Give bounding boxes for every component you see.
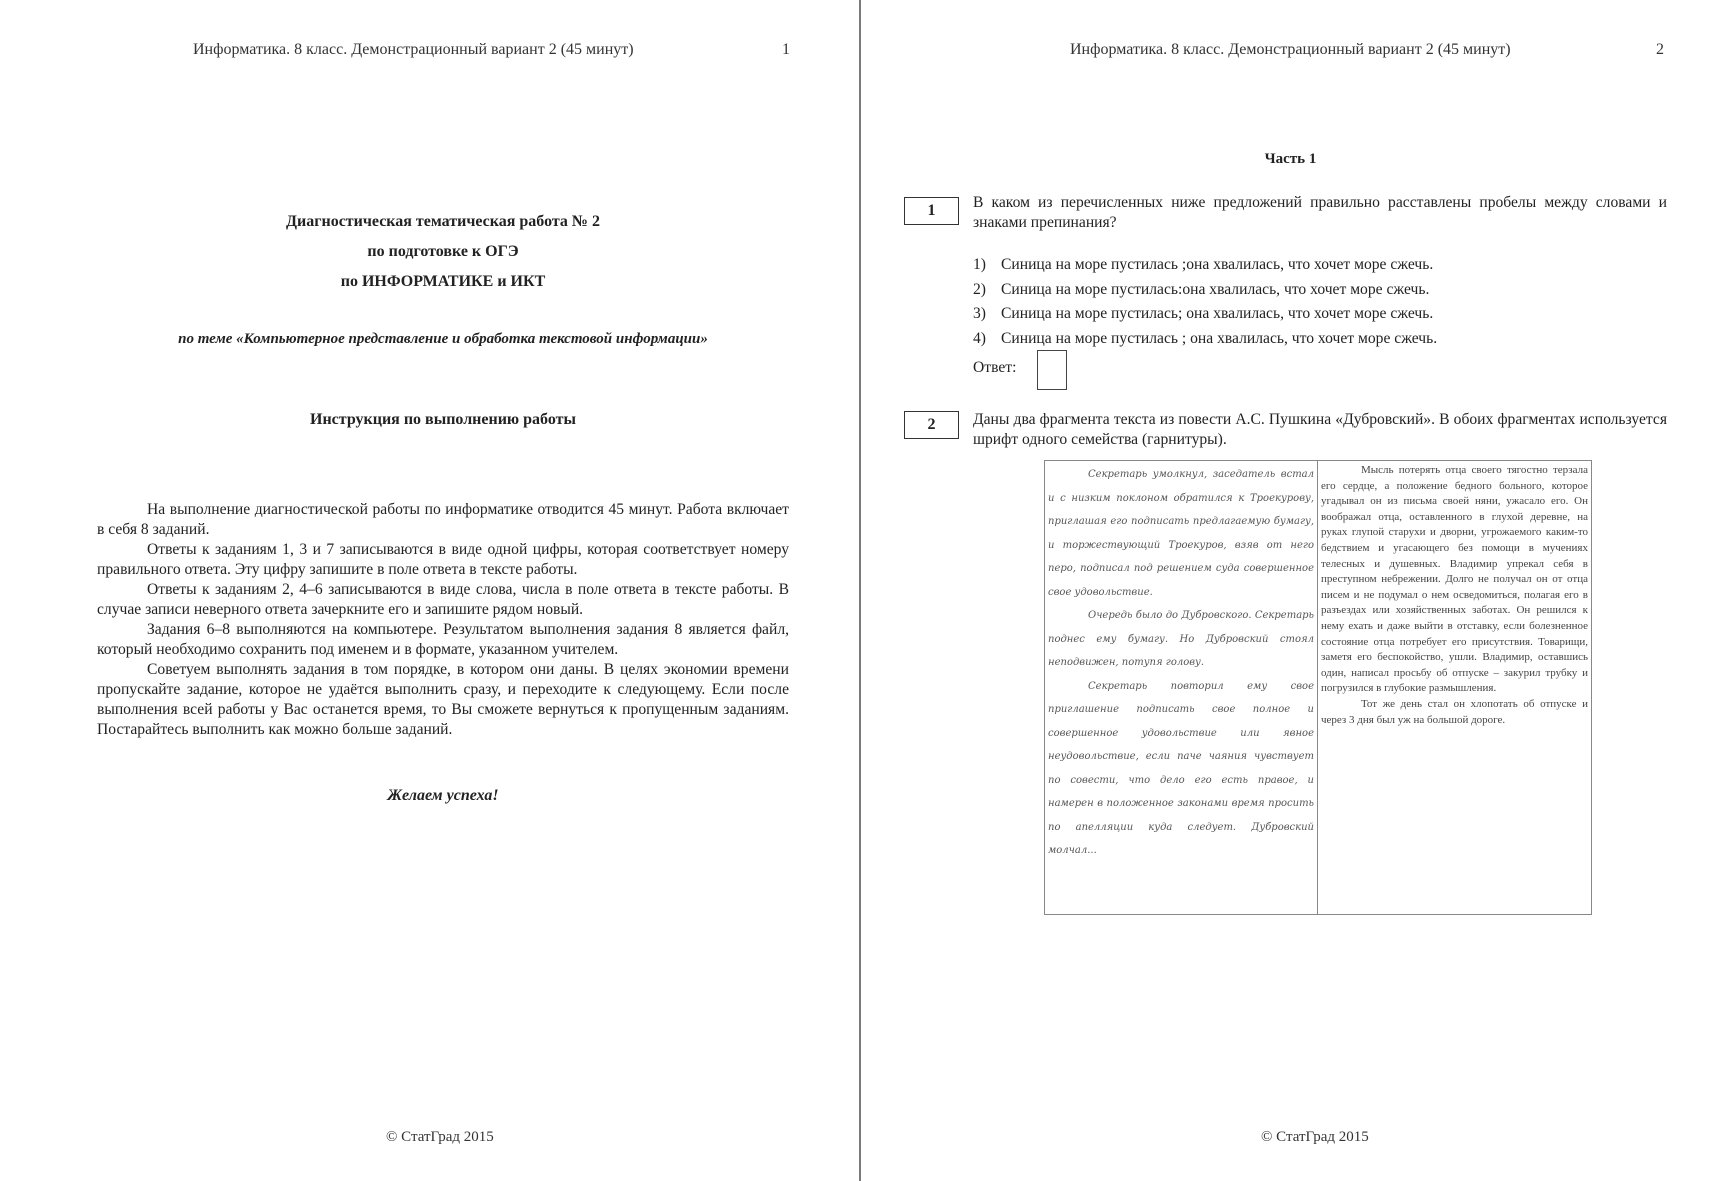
fragment-right xyxy=(1318,461,1591,914)
option-number: 4) xyxy=(973,329,986,347)
task-1-options xyxy=(973,253,1633,351)
option-3[interactable] xyxy=(973,302,1633,327)
option-text: Синица на море пустилась:она хвалилась, что хочет море сжечь. xyxy=(1001,280,1430,298)
page-2 xyxy=(861,0,1720,1181)
fragment-paragraph: Секретарь повторил ему свое приглашение подписать свое полное и совершенное удовольствие или явное неудовольствие, если паче чаяния чувствует по совести, что дело его есть правое, и намерен в положенное законами время просить по апелляции куда следует. Дубровский молчал... xyxy=(1048,680,1314,856)
answer-label: Ответ: xyxy=(973,359,1017,376)
task-2-question: Даны два фрагмента текста из повести А.С. Пушкина «Дубровский». В обоих фрагментах используется шрифт одного семейства (гарнитуры). xyxy=(973,411,1667,448)
instructions-heading: Инструкция по выполнению работы xyxy=(310,411,576,428)
option-number: 1) xyxy=(973,256,986,273)
fragment-paragraph: Мысль потерять отца своего тягостно терзала его сердце, а положение бедного больного, которое угадывал он из письма своей няни, ужасало его. Он воображал отца, оставленного в глухой деревне, на руках глупой старухи и дворни, угрожаемого каким-то бедствием и угасающего без помощи в мучениях телесных и душевных. Владимир упрекал себя в преступном небрежении. Долго не получал он от отца писем и не подумал о нем осведомиться, полагая его в разъездах или хозяйственных заботах. Он решился к нему ехать и даже выйти в отставку, если болезненное состояние отца потребует его присутствия. Товарищи, заметя его беспокойство, ушли. Владимир, оставшись один, написал просьбу об отпуске – закурил трубку и погрузился в глубокие размышления. xyxy=(1321,464,1588,695)
topic: по теме «Компьютерное представление и обработка текстовой информации» xyxy=(178,331,708,347)
option-2[interactable] xyxy=(973,278,1633,303)
footer-copyright: © СтатГрад 2015 xyxy=(386,1129,494,1145)
option-4[interactable] xyxy=(973,327,1633,352)
fragment-paragraph: Очередь было до Дубровского. Секретарь поднес ему бумагу. Но Дубровский стоял неподвижен, потупя голову. xyxy=(1048,610,1314,668)
text-fragments-table xyxy=(1044,460,1592,915)
paragraph: Советуем выполнять задания в том порядке, в котором они даны. В целях экономии времени пропускайте задание, которое не удаётся выполнить сразу, и переходите к следующему. Если после выполнения всей работы у Вас останется время, то Вы сможете вернуться к пропущенным заданиям. Постарайтесь выполнить как можно больше заданий. xyxy=(97,661,789,738)
option-text: Синица на море пустилась ; она хвалилась, что хочет море сжечь. xyxy=(1001,329,1438,347)
running-head: Информатика. 8 класс. Демонстрационный вариант 2 (45 минут) xyxy=(1070,41,1511,58)
paragraph: Задания 6–8 выполняются на компьютере. Результатом выполнения задания 8 является файл, который необходимо сохранить под именем и в формате, указанном учителем. xyxy=(97,621,789,658)
title-line-3: по ИНФОРМАТИКЕ и ИКТ xyxy=(340,273,546,290)
footer-copyright: © СтатГрад 2015 xyxy=(1261,1129,1369,1145)
fragment-left xyxy=(1045,461,1318,914)
option-number: 2) xyxy=(973,280,986,298)
option-text: Синица на море пустилась ;она хвалилась, что хочет море сжечь. xyxy=(1001,256,1434,273)
page-number: 1 xyxy=(782,41,790,58)
running-head: Информатика. 8 класс. Демонстрационный вариант 2 (45 минут) xyxy=(193,41,634,58)
title-line-1: Диагностическая тематическая работа № 2 xyxy=(285,213,601,230)
task-1-question: В каком из перечисленных ниже предложений правильно расставлены пробелы между словами и знаками препинания? xyxy=(973,194,1667,231)
option-1[interactable] xyxy=(973,253,1633,278)
fragment-paragraph: Секретарь умолкнул, заседатель встал и с низким поклоном обратился к Троекурову, приглашая его подписать предлагаемую бумагу, и торжествующий Троекуров, взяв от него перо, подписал под решением суда совершенное свое удовольствие. xyxy=(1048,469,1314,598)
paragraph: На выполнение диагностической работы по информатике отводится 45 минут. Работа включает в себя 8 заданий. xyxy=(97,501,789,538)
instructions-body xyxy=(97,500,789,740)
fragment-paragraph: Тот же день стал он хлопотать об отпуске и через 3 дня был уж на большой дороге. xyxy=(1321,697,1588,726)
paragraph: Ответы к заданиям 2, 4–6 записываются в виде слова, числа в поле ответа в тексте работы. В случае записи неверного ответа зачеркните его и запишите рядом новый. xyxy=(97,581,789,618)
option-text: Синица на море пустилась; она хвалилась, что хочет море сжечь. xyxy=(1001,305,1434,322)
title-line-2: по подготовке к ОГЭ xyxy=(367,243,519,260)
task-number-box: 1 xyxy=(904,197,959,225)
option-number: 3) xyxy=(973,305,986,322)
part-heading: Часть 1 xyxy=(1264,151,1317,167)
answer-field[interactable] xyxy=(1037,350,1067,390)
task-number-box: 2 xyxy=(904,411,959,439)
page-number: 2 xyxy=(1656,41,1664,58)
paragraph: Ответы к заданиям 1, 3 и 7 записываются в виде одной цифры, которая соответствует номеру правильного ответа. Эту цифру запишите в поле ответа в тексте работы. xyxy=(97,541,789,578)
closing-wish: Желаем успеха! xyxy=(387,787,499,804)
